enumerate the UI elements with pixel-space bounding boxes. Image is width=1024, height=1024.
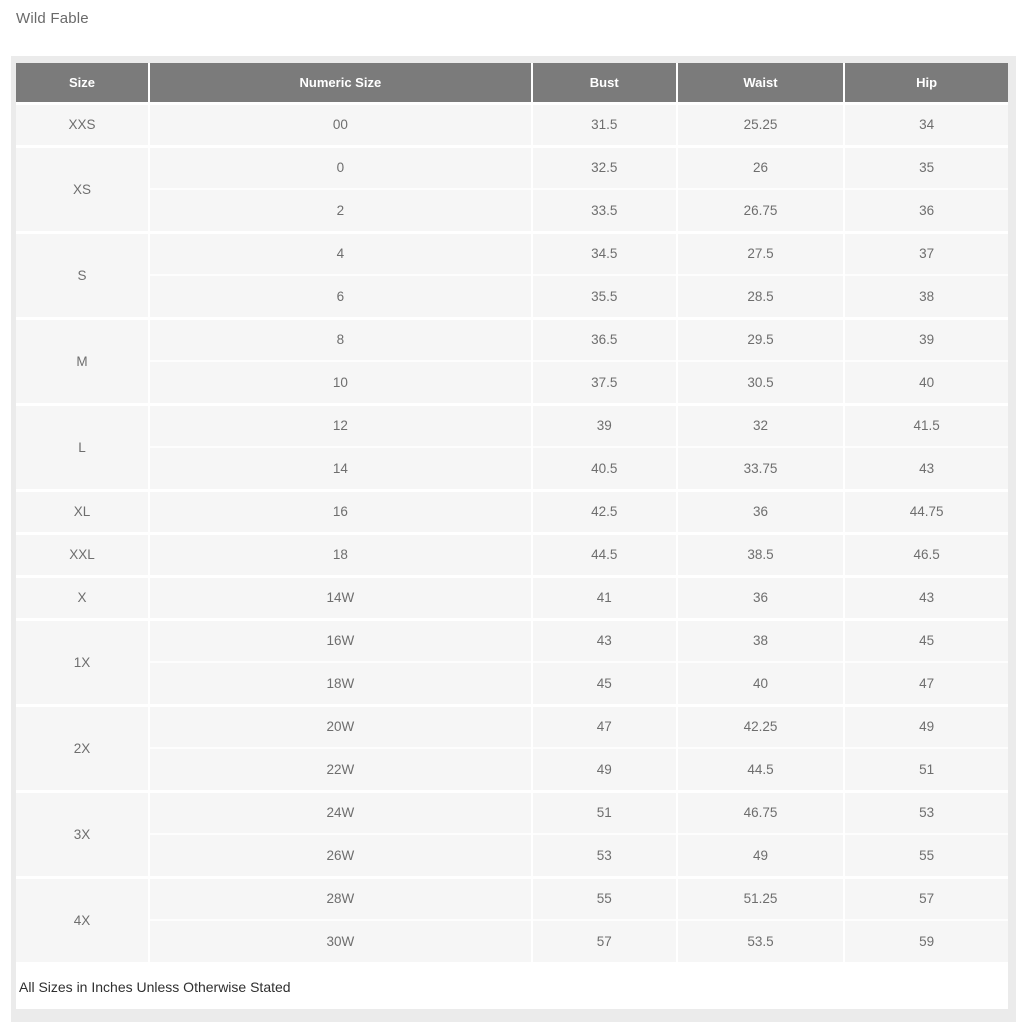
hip-cell: 38 [844, 275, 1008, 318]
waist-cell: 51.25 [677, 877, 845, 920]
numeric-size-cell: 6 [149, 275, 532, 318]
bust-cell: 39 [532, 404, 677, 447]
table-row [16, 275, 1008, 318]
hip-cell: 44.75 [844, 490, 1008, 533]
hip-cell: 39 [844, 318, 1008, 361]
waist-cell: 25.25 [677, 103, 845, 146]
bust-cell: 32.5 [532, 146, 677, 189]
hip-cell: 59 [844, 920, 1008, 963]
waist-cell: 33.75 [677, 447, 845, 490]
numeric-size-cell: 18 [149, 533, 532, 576]
hip-cell: 45 [844, 619, 1008, 662]
size-table-body [16, 103, 1008, 963]
numeric-size-cell: 12 [149, 404, 532, 447]
numeric-size-cell: 16W [149, 619, 532, 662]
waist-cell: 36 [677, 490, 845, 533]
size-cell: XL [16, 490, 149, 533]
waist-cell: 32 [677, 404, 845, 447]
numeric-size-cell: 14 [149, 447, 532, 490]
bust-cell: 31.5 [532, 103, 677, 146]
bust-cell: 49 [532, 748, 677, 791]
footnote-text: All Sizes in Inches Unless Otherwise Stated [16, 963, 1008, 1009]
table-row [16, 490, 1008, 533]
size-cell: S [16, 232, 149, 318]
column-header-numeric-size: Numeric Size [149, 63, 532, 103]
bust-cell: 41 [532, 576, 677, 619]
hip-cell: 47 [844, 662, 1008, 705]
table-row [16, 748, 1008, 791]
table-row [16, 146, 1008, 189]
hip-cell: 37 [844, 232, 1008, 275]
size-cell: M [16, 318, 149, 404]
column-header-waist: Waist [677, 63, 845, 103]
table-row [16, 361, 1008, 404]
table-row [16, 834, 1008, 877]
bust-cell: 35.5 [532, 275, 677, 318]
hip-cell: 35 [844, 146, 1008, 189]
size-cell: L [16, 404, 149, 490]
numeric-size-cell: 18W [149, 662, 532, 705]
numeric-size-cell: 2 [149, 189, 532, 232]
numeric-size-cell: 24W [149, 791, 532, 834]
bust-cell: 42.5 [532, 490, 677, 533]
numeric-size-cell: 8 [149, 318, 532, 361]
table-row [16, 791, 1008, 834]
bust-cell: 40.5 [532, 447, 677, 490]
waist-cell: 38.5 [677, 533, 845, 576]
hip-cell: 57 [844, 877, 1008, 920]
size-cell: 2X [16, 705, 149, 791]
column-header-bust: Bust [532, 63, 677, 103]
size-chart-frame [11, 56, 1016, 1022]
numeric-size-cell: 4 [149, 232, 532, 275]
size-cell: 3X [16, 791, 149, 877]
waist-cell: 38 [677, 619, 845, 662]
numeric-size-cell: 30W [149, 920, 532, 963]
bust-cell: 47 [532, 705, 677, 748]
table-header [16, 63, 1008, 103]
table-row [16, 533, 1008, 576]
table-row [16, 404, 1008, 447]
table-row [16, 662, 1008, 705]
bust-cell: 33.5 [532, 189, 677, 232]
numeric-size-cell: 22W [149, 748, 532, 791]
size-cell: 4X [16, 877, 149, 963]
waist-cell: 42.25 [677, 705, 845, 748]
hip-cell: 55 [844, 834, 1008, 877]
numeric-size-cell: 14W [149, 576, 532, 619]
hip-cell: 41.5 [844, 404, 1008, 447]
bust-cell: 45 [532, 662, 677, 705]
bust-cell: 55 [532, 877, 677, 920]
waist-cell: 46.75 [677, 791, 845, 834]
numeric-size-cell: 28W [149, 877, 532, 920]
table-row [16, 103, 1008, 146]
table-row [16, 232, 1008, 275]
size-chart-table [16, 63, 1008, 1009]
waist-cell: 36 [677, 576, 845, 619]
hip-cell: 43 [844, 576, 1008, 619]
hip-cell: 40 [844, 361, 1008, 404]
waist-cell: 29.5 [677, 318, 845, 361]
waist-cell: 40 [677, 662, 845, 705]
column-header-size: Size [16, 63, 149, 103]
waist-cell: 26.75 [677, 189, 845, 232]
footnote-row [16, 963, 1008, 1009]
bust-cell: 57 [532, 920, 677, 963]
hip-cell: 43 [844, 447, 1008, 490]
size-cell: XXS [16, 103, 149, 146]
bust-cell: 36.5 [532, 318, 677, 361]
hip-cell: 53 [844, 791, 1008, 834]
bust-cell: 44.5 [532, 533, 677, 576]
table-row [16, 705, 1008, 748]
bust-cell: 53 [532, 834, 677, 877]
bust-cell: 51 [532, 791, 677, 834]
column-header-hip: Hip [844, 63, 1008, 103]
waist-cell: 26 [677, 146, 845, 189]
bust-cell: 34.5 [532, 232, 677, 275]
table-row [16, 877, 1008, 920]
table-footer [16, 963, 1008, 1009]
numeric-size-cell: 26W [149, 834, 532, 877]
table-row [16, 318, 1008, 361]
size-cell: XS [16, 146, 149, 232]
numeric-size-cell: 0 [149, 146, 532, 189]
hip-cell: 49 [844, 705, 1008, 748]
hip-cell: 36 [844, 189, 1008, 232]
numeric-size-cell: 16 [149, 490, 532, 533]
waist-cell: 27.5 [677, 232, 845, 275]
header-row [16, 63, 1008, 103]
table-row [16, 189, 1008, 232]
numeric-size-cell: 00 [149, 103, 532, 146]
waist-cell: 30.5 [677, 361, 845, 404]
table-row [16, 576, 1008, 619]
bust-cell: 37.5 [532, 361, 677, 404]
bust-cell: 43 [532, 619, 677, 662]
table-row [16, 447, 1008, 490]
table-row [16, 619, 1008, 662]
numeric-size-cell: 20W [149, 705, 532, 748]
hip-cell: 34 [844, 103, 1008, 146]
numeric-size-cell: 10 [149, 361, 532, 404]
waist-cell: 53.5 [677, 920, 845, 963]
size-cell: 1X [16, 619, 149, 705]
size-cell: XXL [16, 533, 149, 576]
page-title: Wild Fable [16, 10, 89, 27]
waist-cell: 28.5 [677, 275, 845, 318]
hip-cell: 51 [844, 748, 1008, 791]
waist-cell: 49 [677, 834, 845, 877]
hip-cell: 46.5 [844, 533, 1008, 576]
table-row [16, 920, 1008, 963]
waist-cell: 44.5 [677, 748, 845, 791]
size-cell: X [16, 576, 149, 619]
